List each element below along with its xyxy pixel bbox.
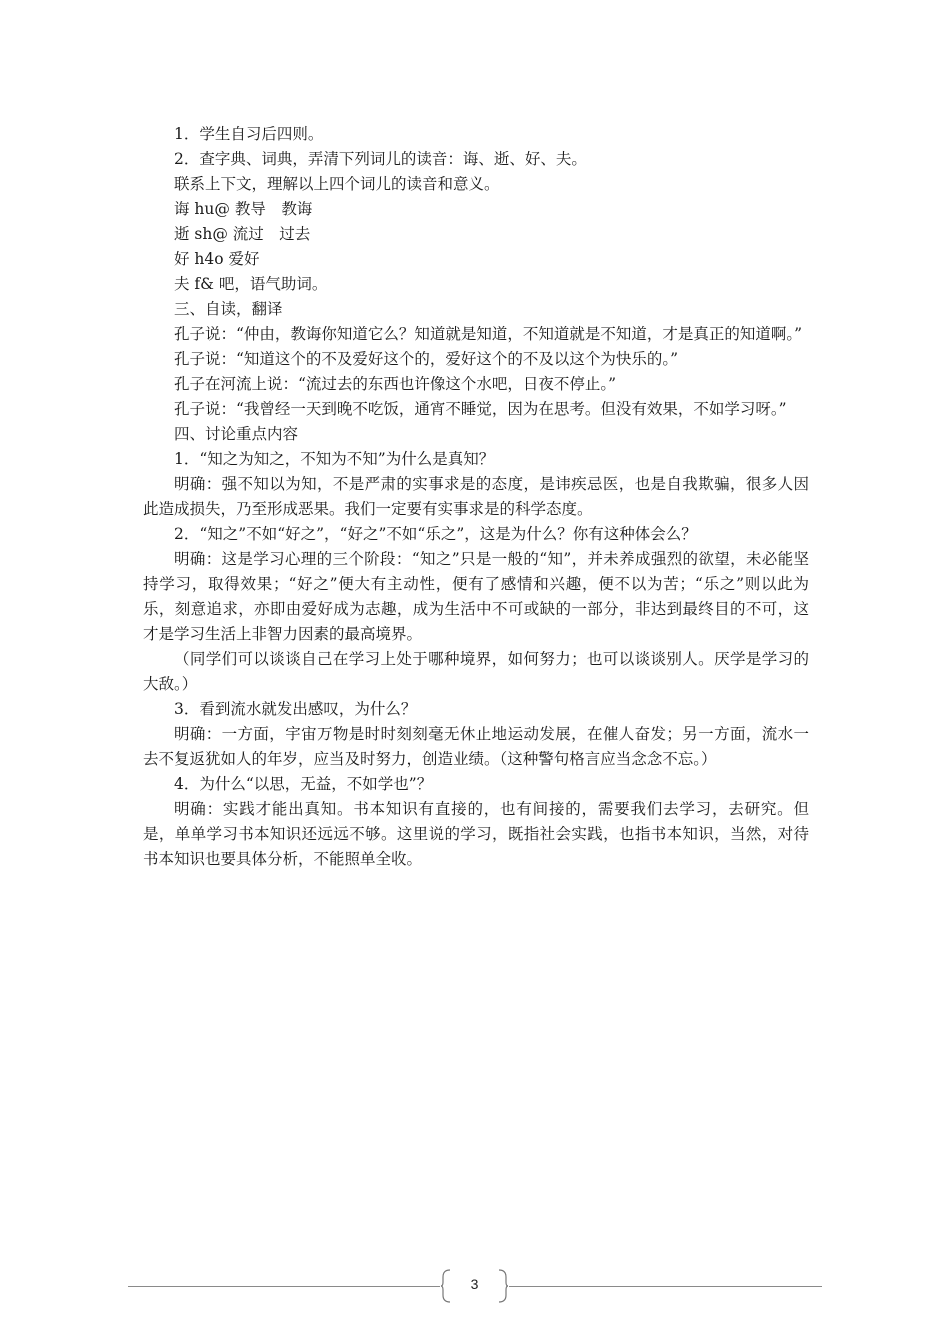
paragraph-9: 孔子说：“仲由，教诲你知道它么？知道就是知道，不知道就是不知道，才是真正的知道啊。”: [174, 325, 803, 343]
section-heading-4: 四、讨论重点内容: [174, 425, 299, 443]
paragraph-18: （同学们可以谈谈自己在学习上处于哪种境界，如何努力；也可以谈谈别人。厌学是学习的大敌。）: [143, 650, 809, 693]
page-number-frame: [441, 1268, 508, 1304]
paragraph-19: 3．看到流水就发出感叹，为什么？: [174, 700, 417, 718]
paragraph-17: 明确：这是学习心理的三个阶段：“知之”只是一般的“知”，并未养成强烈的欲望，未必能坚持学习，取得效果；“好之”便大有主动性，便有了感情和兴趣，便不以为苦；“乐之”则以此为乐，刻意追求，亦即由爱好成为志趣，成为生活中不可或缺的一部分，非达到最终目的不可，这才是学习生活上非智力因素的最高境界。: [143, 550, 809, 643]
paragraph-12: 孔子说：“我曾经一天到晚不吃饭，通宵不睡觉，因为在思考。但没有效果，不如学习呀。”: [174, 400, 787, 418]
paragraph-6: 好 h4o 爱好: [174, 250, 260, 268]
paragraph-5: 逝 sh@ 流过 过去: [174, 225, 311, 243]
paragraph-2: 2．查字典、词典，弄清下列词儿的读音：诲、逝、好、夫。: [174, 150, 587, 168]
paragraph-22: 明确：实践才能出真知。书本知识有直接的，也有间接的，需要我们去学习，去研究。但是，单单学习书本知识还远远不够。这里说的学习，既指社会实践，也指书本知识，当然，对待书本知识也要具体分析，不能照单全收。: [143, 800, 809, 868]
paragraph-21: 4．为什么“以思，无益，不如学也”？: [174, 775, 433, 793]
paragraph-10: 孔子说：“知道这个的不及爱好这个的，爱好这个的不及以这个为快乐的。”: [174, 350, 679, 368]
paragraph-15: 明确：强不知以为知，不是严肃的实事求是的态度，是讳疾忌医，也是自我欺骗，很多人因此造成损失，乃至形成恶果。我们一定要有实事求是的科学态度。: [143, 475, 809, 518]
paragraph-4: 诲 hu@ 教导 教诲: [174, 200, 313, 218]
section-heading-3: 三、自读，翻译: [174, 300, 283, 318]
paragraph-1: 1．学生自习后四则。: [174, 125, 324, 143]
paragraph-20: 明确：一方面，宇宙万物是时时刻刻毫无休止地运动发展，在催人奋发；另一方面，流水一去不复返犹如人的年岁，应当及时努力，创造业绩。（这种警句格言应当念念不忘。）: [143, 725, 809, 768]
footer-rule-right: [509, 1286, 822, 1287]
paragraph-14: 1．“知之为知之，不知为不知”为什么是真知？: [174, 450, 495, 468]
paragraph-16: 2．“知之”不如“好之”，“好之”不如“乐之”，这是为什么？你有这种体会么？: [174, 525, 697, 543]
paragraph-3: 联系上下文，理解以上四个词儿的读音和意义。: [174, 175, 500, 193]
footer-rule-left: [128, 1286, 440, 1287]
paragraph-7: 夫 f& 吧，语气助词。: [174, 275, 328, 293]
paragraph-11: 孔子在河流上说：“流过去的东西也许像这个水吧，日夜不停止。”: [174, 375, 617, 393]
page-number: 3: [470, 1276, 479, 1292]
document-body: [143, 122, 809, 872]
